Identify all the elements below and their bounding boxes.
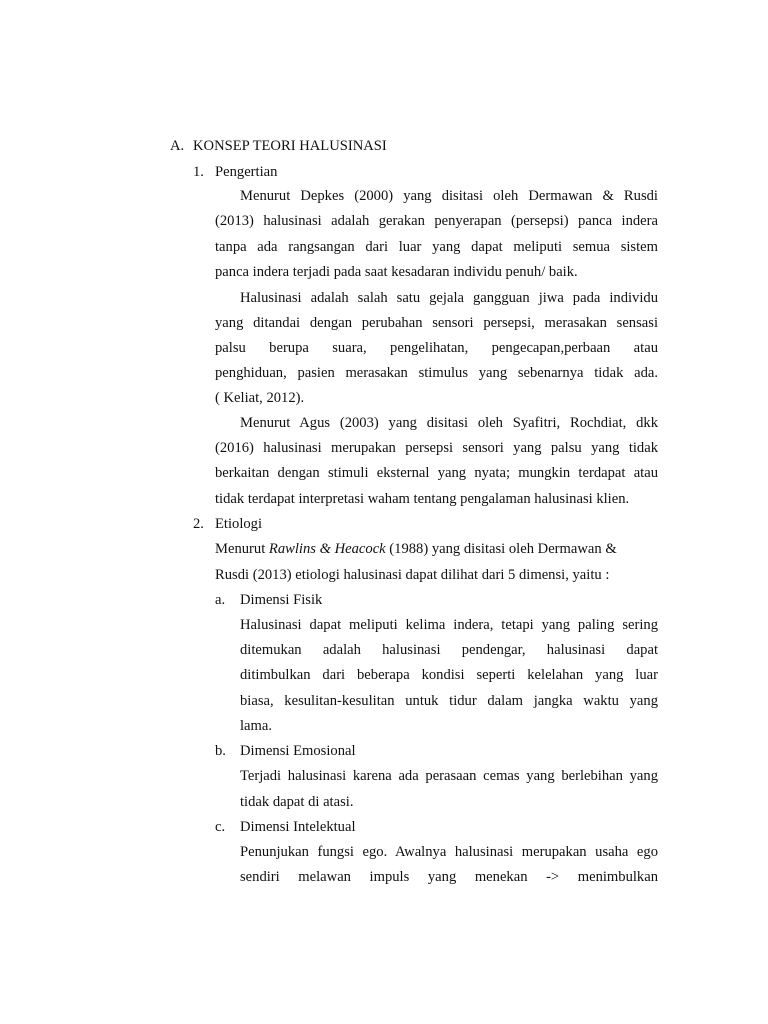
paragraph-line: biasa, kesulitan-kesulitan untuk tidur dalam jangka waktu yang <box>240 693 658 709</box>
paragraph-line: Rusdi (2013) etiologi halusinasi dapat dilihat dari 5 dimensi, yaitu : <box>215 567 610 583</box>
sub2-title: Etiologi <box>215 516 263 532</box>
paragraph-line: lama. <box>240 718 273 734</box>
paragraph-line: Halusinasi adalah salah satu gejala gangguan jiwa pada individu <box>240 290 658 306</box>
item-title: Dimensi Fisik <box>240 592 323 608</box>
item-title: Dimensi Intelektual <box>240 819 356 835</box>
citation-author: Rawlins & Heacock <box>268 541 386 557</box>
paragraph-line: sendiri melawan impuls yang menekan -> menimbulkan <box>240 869 658 885</box>
paragraph-line: Penunjukan fungsi ego. Awalnya halusinasi merupakan usaha ego <box>240 844 658 860</box>
paragraph-line: tidak terdapat interpretasi waham tentang pengalaman halusinasi klien. <box>215 491 630 507</box>
section-title: KONSEP TEORI HALUSINASI <box>193 138 387 154</box>
paragraph-line: panca indera terjadi pada saat kesadaran individu penuh/ baik. <box>215 264 578 280</box>
paragraph-line: (2016) halusinasi merupakan persepsi sensori yang palsu yang tidak <box>215 440 658 456</box>
item-marker: c. <box>215 819 226 835</box>
paragraph-line: Menurut Depkes (2000) yang disitasi oleh Dermawan & Rusdi <box>240 188 658 204</box>
paragraph-line: ditemukan adalah halusinasi pendengar, halusinasi dapat <box>240 642 658 658</box>
paragraph-line <box>215 540 658 558</box>
paragraph-line: ditimbulkan dari beberapa kondisi seperti kelelahan yang luar <box>240 667 658 683</box>
section-marker: A. <box>170 138 185 154</box>
paragraph-line: (2013) halusinasi adalah gerakan penyerapan (persepsi) panca indera <box>215 213 658 229</box>
sub1-marker: 1. <box>193 164 204 180</box>
paragraph-line: Halusinasi dapat meliputi kelima indera, tetapi yang paling sering <box>240 617 658 633</box>
item-marker: b. <box>215 743 226 759</box>
paragraph-line: penghiduan, pasien merasakan stimulus yang sebenarnya tidak ada. <box>215 365 658 381</box>
sub2-marker: 2. <box>193 516 204 532</box>
paragraph-line: tanpa ada rangsangan dari luar yang dapat meliputi semua sistem <box>215 239 658 255</box>
paragraph-line: berkaitan dengan stimuli eksternal yang nyata; mungkin terdapat atau <box>215 465 658 481</box>
intro-text <box>215 540 617 558</box>
item-marker: a. <box>215 592 226 608</box>
paragraph-line: ( Keliat, 2012). <box>215 390 305 406</box>
paragraph-line: tidak dapat di atasi. <box>240 794 354 810</box>
intro-post: (1988) yang disitasi oleh Dermawan & <box>385 541 617 557</box>
paragraph-line: Menurut Agus (2003) yang disitasi oleh Syafitri, Rochdiat, dkk <box>240 415 658 431</box>
paragraph-line: yang ditandai dengan perubahan sensori persepsi, merasakan sensasi <box>215 315 658 331</box>
paragraph-line: palsu berupa suara, pengelihatan, pengecapan,perbaan atau <box>215 340 658 356</box>
intro-pre: Menurut <box>215 541 269 557</box>
item-title: Dimensi Emosional <box>240 743 356 759</box>
paragraph-line: Terjadi halusinasi karena ada perasaan cemas yang berlebihan yang <box>240 768 658 784</box>
sub1-title: Pengertian <box>215 164 278 180</box>
